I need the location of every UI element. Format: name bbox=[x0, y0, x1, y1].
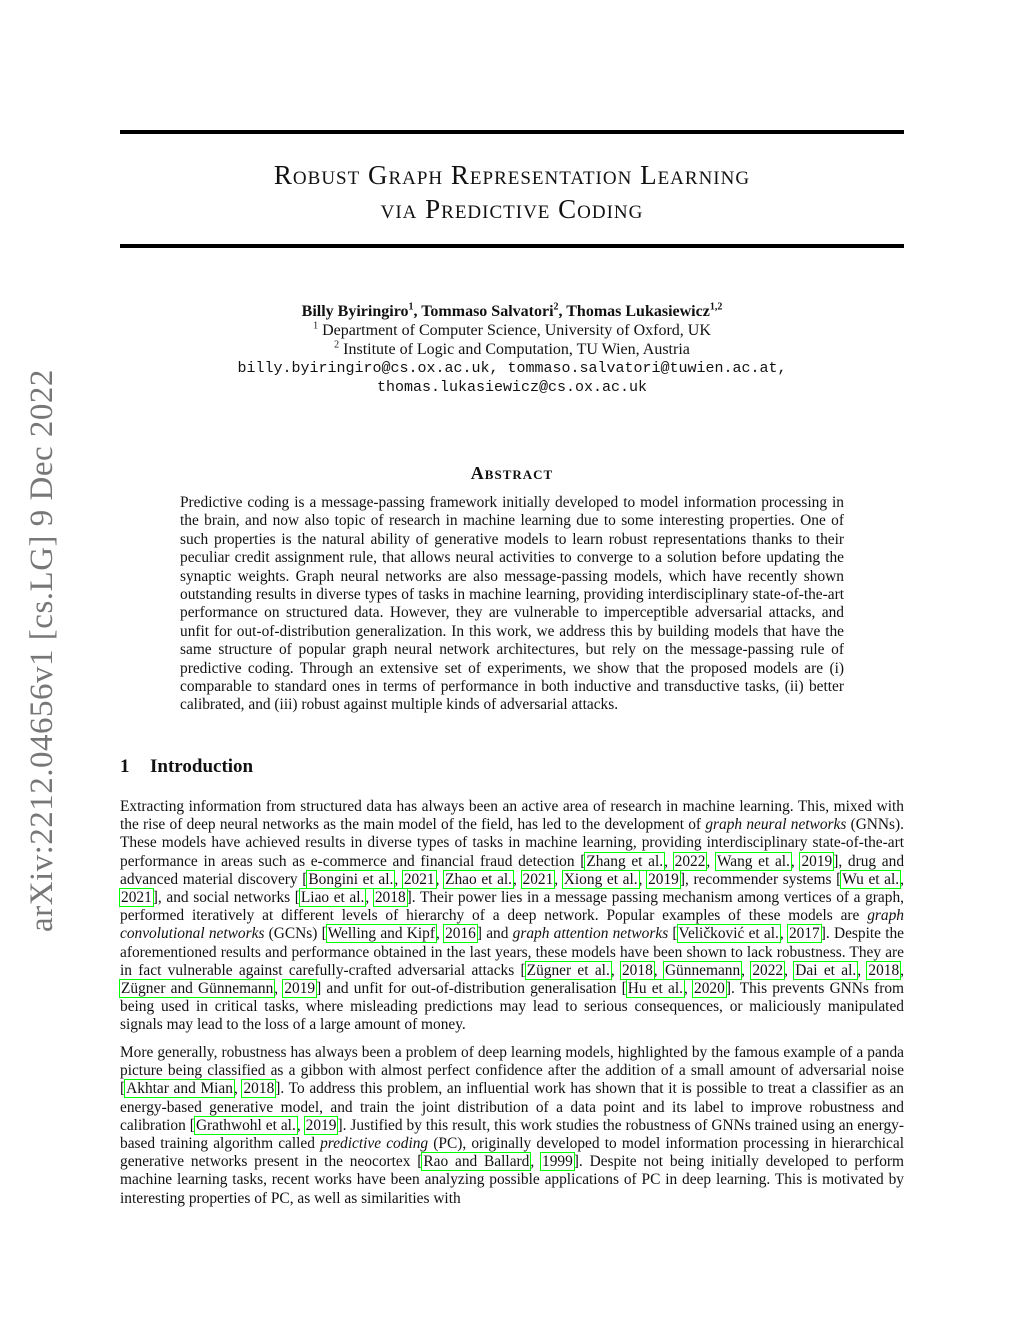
title-line-1: Robust Graph Representation Learning bbox=[273, 160, 751, 190]
citation-link[interactable]: 2018 bbox=[868, 961, 900, 979]
text-run: , bbox=[857, 961, 868, 979]
citation-link[interactable]: Wang et al. bbox=[716, 852, 790, 870]
citation-link[interactable]: Günnemann bbox=[664, 961, 741, 979]
text-run: ], recommender systems [ bbox=[679, 870, 842, 888]
title-line-2: via Predictive Coding bbox=[380, 194, 644, 224]
citation-link[interactable]: Akhtar and Mian bbox=[126, 1080, 233, 1098]
citation-link[interactable]: Xiong et al. bbox=[563, 870, 638, 888]
text-run: (GNNs). These models have achieved results in diverse types of tasks in machine learning, providing interdisciplinary state-of-the-art performance in areas such as e-commerce and financial fraud detection [ bbox=[120, 816, 905, 870]
text-run: , bbox=[274, 980, 284, 998]
citation-link[interactable]: Liao et al. bbox=[300, 889, 365, 907]
text-run: , bbox=[900, 870, 904, 888]
text-run: , bbox=[530, 1153, 542, 1171]
text-run: Extracting information from structured data has always been an active area of research in machine learning. This, mixed with the rise of deep neural networks as the main model of the field, has led to the development of bbox=[120, 798, 904, 834]
text-run: ], drug and advanced material discovery [ bbox=[120, 852, 905, 888]
text-run: ]. Despite not being initially developed to perform machine learning tasks, recent works have been analyzing possible applications of PC in deep learning. This is motivated by interesting properties of PC, as well as similarities with bbox=[120, 1153, 904, 1207]
text-run: ]. To address this problem, an influential work has shown that it is possible to treat a classifier as an energy-based generative model, and train the joint distribution of a data point and its label to improve robustness and calibration [ bbox=[120, 1080, 904, 1134]
author-emails-line-1: billy.byiringiro@cs.ox.ac.uk, tommaso.salvatori@tuwien.ac.at, bbox=[237, 360, 787, 377]
text-run: , bbox=[296, 1116, 305, 1134]
section-heading-introduction bbox=[120, 756, 253, 778]
citation-link[interactable]: 2018 bbox=[374, 889, 406, 907]
citation-link[interactable]: 1999 bbox=[542, 1153, 573, 1171]
author-affil-mark: 2 bbox=[553, 301, 559, 313]
author-name: Thomas Lukasiewicz bbox=[566, 303, 710, 320]
text-run: ] and unfit for out-of-distribution generalisation [ bbox=[316, 980, 627, 998]
author-affil-mark: 1,2 bbox=[709, 301, 723, 313]
emphasis-text: predictive coding bbox=[320, 1135, 429, 1153]
text-run: ]. Despite the aforementioned results and performance obtained in the last years, these models have been shown to lack robustness. They are in fact vulnerable against carefully-crafted adversarial attacks [ bbox=[120, 925, 904, 979]
emphasis-text: graph convolutional networks bbox=[120, 907, 904, 943]
text-run: , bbox=[683, 980, 694, 998]
abstract-body: Predictive coding is a message-passing framework initially developed to model information processing in the brain, and now also topic of research in machine learning due to some interesting properties. One of such properties is the natural ability of generative models to learn robust representations thanks to their peculiar credit assignment rule, that allows neural activities to converge to a solution before updating the synaptic weights. Graph neural networks are also message-passing models, which have recently shown outstanding results in diverse types of tasks in machine learning, providing interdisciplinary state-of-the-art performance on structured data. However, they are vulnerable to imperceptible adversarial attacks, and unfit for out-of-distribution generalization. In this work, we address this by building models that have the same structure of popular graph neural network architectures, but rely on the message-passing rule of predictive coding. Through an extensive set of experiments, we show that the proposed models are (i) comparable to standard ones in terms of performance in both inductive and transductive tasks, (ii) better calibrated, and (iii) robust against multiple kinds of adversarial attacks. bbox=[180, 494, 844, 714]
author-names: Billy Byiringiro$^1$, Tommaso Salvatori$^2$, Thomas Lukasiewicz$^{1,2}$ bbox=[301, 301, 723, 320]
citation-link[interactable]: 2021 bbox=[403, 870, 435, 888]
citation-link[interactable]: Zügner et al. bbox=[526, 961, 610, 979]
text-run: , bbox=[653, 961, 664, 979]
text-run: , bbox=[706, 852, 716, 870]
text-run: ]. Justified by this result, this work studies the robustness of GNNs trained using an energy-based training algorithm called bbox=[120, 1116, 904, 1153]
arxiv-sidebar-stamp: arXiv:2212.04656v1 [cs.LG] 9 Dec 2022 bbox=[24, 369, 60, 932]
citation-link[interactable]: Welling and Kipf bbox=[327, 925, 435, 943]
affiliation-text: Department of Computer Science, University of Oxford, UK bbox=[322, 322, 711, 339]
text-run: , bbox=[900, 961, 905, 979]
text-run: , bbox=[638, 870, 648, 888]
author-block bbox=[120, 302, 904, 397]
citation-link[interactable]: Zhang et al. bbox=[586, 852, 664, 870]
citation-link[interactable]: 2019 bbox=[801, 852, 833, 870]
citation-link[interactable]: Zügner and Günnemann bbox=[121, 980, 274, 998]
text-run: (PC), originally developed to model information processing in hierarchical generative networks present in the neocortex [ bbox=[120, 1135, 904, 1171]
text-run: , bbox=[435, 870, 445, 888]
text-run: ] and bbox=[476, 925, 513, 943]
author-name: Billy Byiringiro bbox=[301, 303, 409, 320]
text-run: , bbox=[779, 925, 788, 943]
text-run: ]. This prevents GNNs from being used in critical tasks, where misleading predictions may lead to serious consequences, or maliciously manipulated signals may lead to the loss of a large amount of money. bbox=[120, 980, 905, 1034]
emphasis-text: graph neural networks bbox=[705, 816, 847, 834]
text-run: , bbox=[365, 889, 374, 907]
text-run: , bbox=[233, 1080, 243, 1098]
citation-link[interactable]: 2021 bbox=[522, 870, 554, 888]
text-run: , bbox=[554, 870, 563, 888]
citation-link[interactable]: Rao and Ballard bbox=[423, 1153, 530, 1171]
citation-link[interactable]: Dai et al. bbox=[795, 961, 857, 979]
citation-link[interactable]: 2022 bbox=[752, 961, 784, 979]
title-rule-bottom bbox=[120, 244, 904, 248]
citation-link[interactable]: Wu et al. bbox=[842, 870, 900, 888]
citation-link[interactable]: Hu et al. bbox=[627, 980, 683, 998]
text-run: , bbox=[436, 925, 445, 943]
citation-link[interactable]: 2018 bbox=[621, 961, 653, 979]
citation-link[interactable]: 2016 bbox=[445, 925, 476, 943]
text-run: , bbox=[664, 852, 674, 870]
abstract-heading: Abstract bbox=[470, 463, 554, 483]
author-affil-mark: 1 bbox=[408, 301, 414, 313]
citation-link[interactable]: 2017 bbox=[788, 925, 820, 943]
text-run: ], and social networks [ bbox=[152, 889, 300, 907]
text-run: , bbox=[394, 870, 403, 888]
affiliation-1 bbox=[120, 321, 904, 340]
author-name: Tommaso Salvatori bbox=[421, 303, 554, 320]
text-run: , bbox=[513, 870, 522, 888]
introduction-paragraph-1 bbox=[120, 798, 904, 1035]
citation-link[interactable]: 2022 bbox=[674, 852, 706, 870]
citation-link[interactable]: Zhao et al. bbox=[445, 870, 513, 888]
emphasis-text: graph attention networks bbox=[512, 925, 669, 943]
citation-link[interactable]: 2018 bbox=[243, 1080, 275, 1098]
text-run: , bbox=[790, 852, 801, 870]
title-rule-top bbox=[120, 130, 904, 134]
citation-link[interactable]: Grathwohl et al. bbox=[195, 1116, 296, 1134]
citation-link[interactable]: 2020 bbox=[694, 980, 725, 998]
citation-link[interactable]: 2019 bbox=[648, 870, 679, 888]
affiliation-mark: 2 bbox=[334, 339, 340, 351]
introduction-paragraph-2 bbox=[120, 1044, 904, 1208]
text-run: [ bbox=[668, 925, 678, 943]
author-emails-line-2: thomas.lukasiewicz@cs.ox.ac.uk bbox=[376, 379, 648, 396]
affiliation-mark: 1 bbox=[313, 320, 319, 332]
affiliation-text: Institute of Logic and Computation, TU Wien, Austria bbox=[343, 341, 690, 358]
text-run: , bbox=[784, 961, 795, 979]
text-run: ]. Their power lies in a message passing mechanism among vertices of a graph, performed iteratively at different levels of hierarchy of a deep network. Popular examples of these models are bbox=[120, 889, 904, 925]
affiliation-2 bbox=[120, 340, 904, 359]
paper-title bbox=[120, 158, 904, 226]
text-run: , bbox=[741, 961, 752, 979]
text-run: , bbox=[610, 961, 621, 979]
text-run: More generally, robustness has always been a problem of deep learning models, highlighted by the famous example of a panda picture being classified as a gibbon with almost perfect confidence after the addition of a small amount of adversarial noise [ bbox=[120, 1044, 904, 1098]
citation-link[interactable]: 2021 bbox=[121, 889, 152, 907]
citation-link[interactable]: 2019 bbox=[284, 980, 316, 998]
section-number: 1 bbox=[120, 756, 130, 777]
citation-link[interactable]: 2019 bbox=[305, 1116, 337, 1134]
citation-link[interactable]: Veličković et al. bbox=[678, 925, 779, 943]
citation-link[interactable]: Bongini et al. bbox=[308, 870, 394, 888]
section-title: Introduction bbox=[150, 756, 254, 777]
text-run: (GCNs) [ bbox=[264, 925, 327, 943]
